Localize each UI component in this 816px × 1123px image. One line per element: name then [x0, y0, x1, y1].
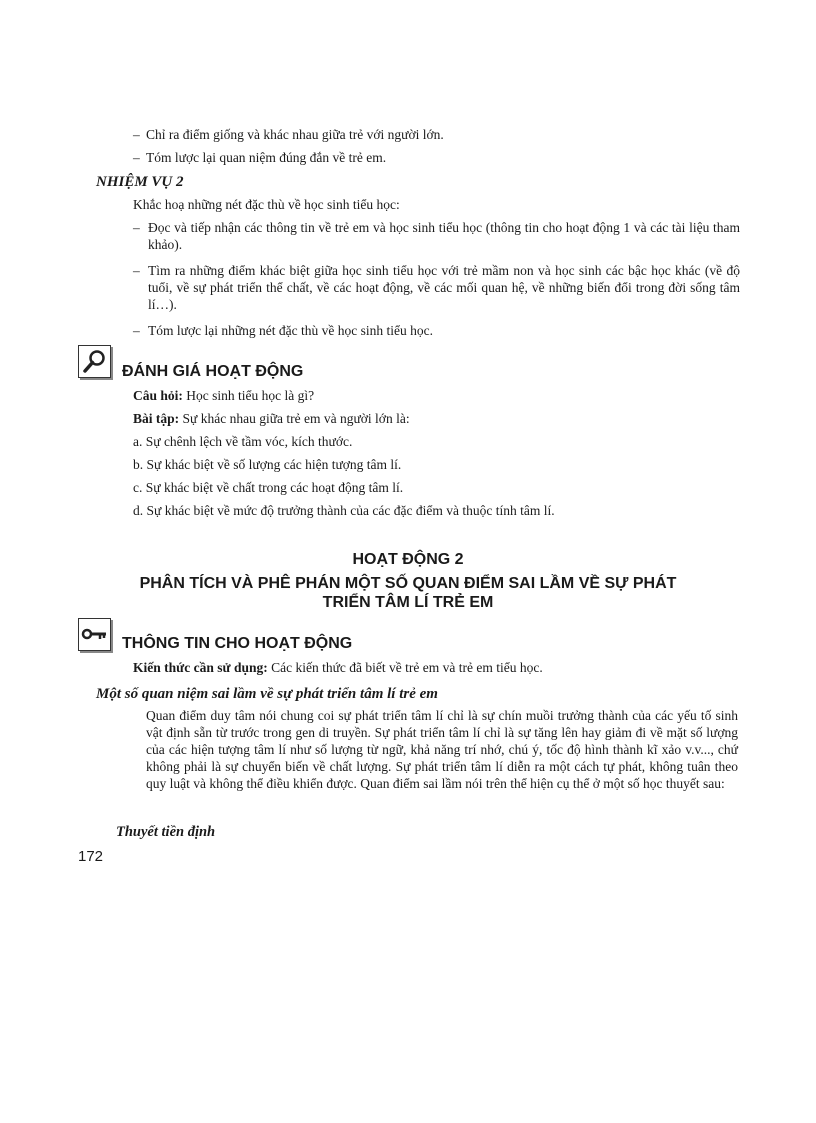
knowledge-line — [133, 659, 733, 676]
dash-marker: – — [133, 323, 140, 338]
page-number: 172 — [78, 848, 104, 865]
exercise-option: b. Sự khác biệt về số lượng các hiện tượng tâm lí. — [133, 457, 402, 472]
evaluation-heading: ĐÁNH GIÁ HOẠT ĐỘNG — [122, 363, 304, 380]
question-text: Học sinh tiểu học là gì? — [186, 388, 315, 403]
misconceptions-paragraph: Quan điểm duy tâm nói chung coi sự phát triển tâm lí chỉ là sự chín muồi trưởng thành của các yếu tố sinh vật định sẵn từ trước trong gen di truyền. Sự phát triển tâm lí chỉ là sự tăng lên hay giảm đi về mặt số lượng của các hiện tượng tâm lí như số lượng từ ngữ, khả năng trí nhớ, chú ý, tốc độ hình thành kĩ xảo v.v..., chứ không phải là sự chuyển biến về chất lượng. Sự phát triển tâm lí diễn ra một cách tự phát, không tuân theo quy luật và không thể điều khiển được. Quan điểm sai lầm nói trên thể hiện cụ thể ở một số học thuyết sau: — [146, 708, 738, 791]
theory-subheading: Thuyết tiền định — [116, 824, 216, 840]
intro-item: Tóm lược lại quan niệm đúng đắn về trẻ em. — [146, 150, 387, 165]
task2-item: Đọc và tiếp nhận các thông tin về trẻ em và học sinh tiểu học (thông tin cho hoạt động 1 và các tài liệu tham khảo). — [148, 220, 740, 252]
evaluation-question — [133, 387, 733, 404]
task2-heading: NHIỆM VỤ 2 — [96, 174, 184, 190]
activity-label: HOẠT ĐỘNG 2 — [352, 551, 464, 568]
exercise-option: c. Sự khác biệt về chất trong các hoạt động tâm lí. — [133, 480, 404, 495]
task2-item: Tóm lược lại những nét đặc thù về học sinh tiểu học. — [148, 323, 433, 338]
magnifier-icon — [78, 345, 111, 378]
exercise-option: d. Sự khác biệt về mức độ trưởng thành của các đặc điểm và thuộc tính tâm lí. — [133, 503, 555, 518]
dash-marker: – — [133, 263, 140, 278]
dash-marker: – — [133, 220, 140, 235]
knowledge-text: Các kiến thức đã biết về trẻ em và trẻ em tiểu học. — [271, 660, 543, 675]
exercise-label: Bài tập: — [133, 411, 180, 426]
key-icon — [78, 618, 111, 651]
intro-item: Chỉ ra điểm giống và khác nhau giữa trẻ với người lớn. — [146, 127, 444, 142]
task2-intro: Khắc hoạ những nét đặc thù về học sinh tiểu học: — [133, 197, 400, 212]
evaluation-exercise — [133, 410, 733, 427]
info-heading: THÔNG TIN CHO HOẠT ĐỘNG — [122, 635, 353, 652]
question-label: Câu hỏi: — [133, 388, 183, 403]
exercise-option: a. Sự chênh lệch về tầm vóc, kích thước. — [133, 434, 353, 449]
knowledge-label: Kiến thức cần sử dụng: — [133, 660, 268, 675]
activity-title-line1: PHÂN TÍCH VÀ PHÊ PHÁN MỘT SỐ QUAN ĐIỂM SAI LẦM VỀ SỰ PHÁT — [139, 575, 677, 592]
exercise-text: Sự khác nhau giữa trẻ em và người lớn là: — [182, 411, 410, 426]
misconceptions-heading: Một số quan niệm sai lầm về sự phát triển tâm lí trẻ em — [96, 686, 438, 702]
dash-marker: – — [133, 150, 140, 165]
dash-marker: – — [133, 127, 140, 142]
activity-title-line2: TRIỂN TÂM LÍ TRẺ EM — [322, 594, 494, 611]
task2-item: Tìm ra những điểm khác biệt giữa học sinh tiểu học với trẻ mầm non và học sinh các bậc học khác (về độ tuổi, về sự phát triển thể chất, về các hoạt động, về các mối quan hệ, về những biến đổi trong đời sống tâm lí…). — [148, 263, 740, 312]
